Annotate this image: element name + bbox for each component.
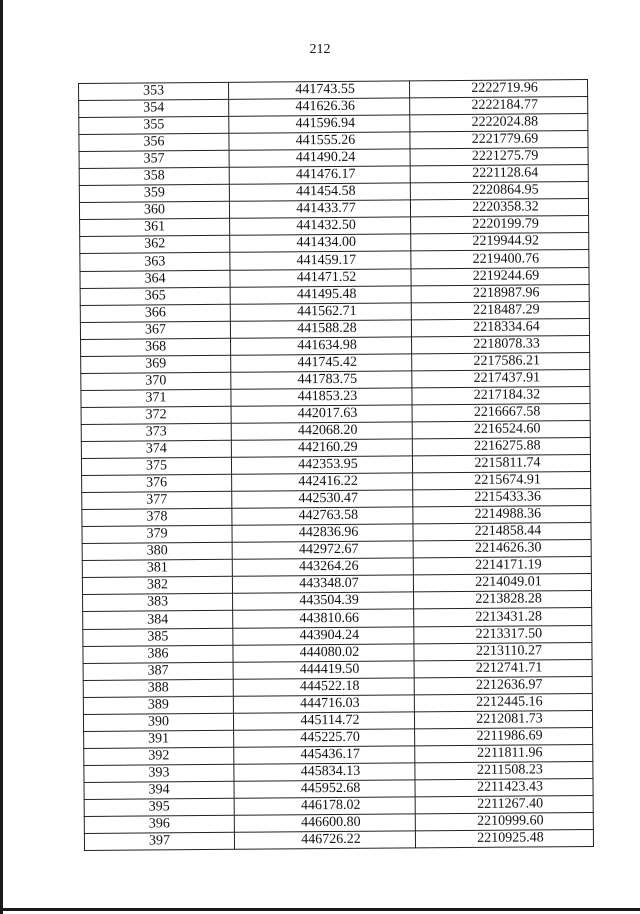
point-number-cell: 359 (79, 185, 229, 203)
x-coordinate-cell: 444419.50 (233, 660, 414, 678)
point-number-cell: 366 (80, 304, 230, 322)
x-coordinate-cell: 444522.18 (233, 678, 414, 696)
point-number-cell: 373 (81, 423, 231, 441)
x-coordinate-cell: 444716.03 (233, 695, 414, 713)
y-coordinate-cell: 2218078.33 (412, 335, 590, 353)
x-coordinate-cell: 441743.55 (228, 81, 409, 99)
y-coordinate-cell: 2222184.77 (410, 97, 588, 115)
point-number-cell: 386 (83, 645, 233, 663)
y-coordinate-cell: 2213431.28 (414, 608, 592, 626)
point-number-cell: 397 (84, 832, 234, 850)
point-number-cell: 393 (84, 764, 234, 782)
x-coordinate-cell: 441471.52 (230, 268, 411, 286)
point-number-cell: 379 (82, 526, 232, 544)
page-number: 212 (309, 42, 331, 57)
y-coordinate-cell: 2214626.30 (413, 540, 591, 558)
point-number-cell: 376 (82, 474, 232, 492)
y-coordinate-cell: 2218487.29 (411, 301, 589, 319)
y-coordinate-cell: 2216275.88 (412, 437, 590, 455)
point-number-cell: 367 (80, 321, 230, 339)
point-number-cell: 361 (80, 219, 230, 237)
point-number-cell: 365 (80, 287, 230, 305)
y-coordinate-cell: 2211423.43 (415, 778, 593, 796)
x-coordinate-cell: 443264.26 (232, 558, 413, 576)
y-coordinate-cell: 2213317.50 (414, 625, 592, 643)
point-number-cell: 383 (83, 594, 233, 612)
x-coordinate-cell: 445114.72 (233, 712, 414, 730)
y-coordinate-cell: 2214171.19 (413, 557, 591, 575)
y-coordinate-cell: 2217437.91 (412, 369, 590, 387)
point-number-cell: 371 (81, 389, 231, 407)
y-coordinate-cell: 2220864.95 (410, 182, 588, 200)
point-number-cell: 389 (83, 696, 233, 714)
y-coordinate-cell: 2212636.97 (414, 676, 592, 694)
point-number-cell: 378 (82, 508, 232, 526)
point-number-cell: 388 (83, 679, 233, 697)
point-number-cell: 372 (81, 406, 231, 424)
x-coordinate-cell: 446726.22 (234, 831, 415, 849)
x-coordinate-cell: 445225.70 (234, 729, 415, 747)
scan-edge-bottom (0, 908, 640, 911)
point-number-cell: 353 (79, 82, 229, 100)
point-number-cell: 384 (83, 611, 233, 629)
x-coordinate-cell: 444080.02 (233, 643, 414, 661)
y-coordinate-cell: 2210999.60 (415, 812, 593, 830)
coordinates-table-body (79, 79, 594, 850)
y-coordinate-cell: 2221275.79 (410, 148, 588, 166)
x-coordinate-cell: 441562.71 (230, 302, 411, 320)
x-coordinate-cell: 441432.50 (230, 217, 411, 235)
y-coordinate-cell: 2212741.71 (414, 659, 592, 677)
point-number-cell: 368 (81, 338, 231, 356)
point-number-cell: 390 (83, 713, 233, 731)
y-coordinate-cell: 2213828.28 (414, 591, 592, 609)
x-coordinate-cell: 442972.67 (232, 541, 413, 559)
point-number-cell: 394 (84, 781, 234, 799)
point-number-cell: 375 (81, 457, 231, 475)
point-number-cell: 391 (84, 730, 234, 748)
point-number-cell: 385 (83, 628, 233, 646)
x-coordinate-cell: 442530.47 (232, 490, 413, 508)
y-coordinate-cell: 2221779.69 (410, 131, 588, 149)
point-number-cell: 377 (82, 491, 232, 509)
point-number-cell: 358 (79, 168, 229, 186)
y-coordinate-cell: 2219400.76 (411, 250, 589, 268)
y-coordinate-cell: 2222719.96 (409, 79, 587, 97)
y-coordinate-cell: 2220199.79 (411, 216, 589, 234)
x-coordinate-cell: 442763.58 (232, 507, 413, 525)
x-coordinate-cell: 442068.20 (231, 422, 412, 440)
x-coordinate-cell: 443348.07 (232, 575, 413, 593)
coordinates-table (78, 79, 594, 851)
y-coordinate-cell: 2212081.73 (414, 710, 592, 728)
y-coordinate-cell: 2219244.69 (411, 267, 589, 285)
point-number-cell: 363 (80, 253, 230, 271)
x-coordinate-cell: 441495.48 (230, 285, 411, 303)
table-row (84, 830, 593, 851)
x-coordinate-cell: 441588.28 (230, 320, 411, 338)
x-coordinate-cell: 443504.39 (233, 592, 414, 610)
x-coordinate-cell: 446178.02 (234, 797, 415, 815)
x-coordinate-cell: 441596.94 (229, 115, 410, 133)
point-number-cell: 362 (80, 236, 230, 254)
x-coordinate-cell: 441490.24 (229, 149, 410, 167)
y-coordinate-cell: 2220358.32 (410, 199, 588, 217)
x-coordinate-cell: 443810.66 (233, 609, 414, 627)
point-number-cell: 360 (79, 202, 229, 220)
x-coordinate-cell: 441433.77 (229, 200, 410, 218)
x-coordinate-cell: 441555.26 (229, 132, 410, 150)
point-number-cell: 382 (82, 577, 232, 595)
y-coordinate-cell: 2214988.36 (413, 506, 591, 524)
point-number-cell: 354 (79, 99, 229, 117)
x-coordinate-cell: 443904.24 (233, 626, 414, 644)
x-coordinate-cell: 441853.23 (231, 388, 412, 406)
point-number-cell: 357 (79, 151, 229, 169)
point-number-cell: 392 (84, 747, 234, 765)
x-coordinate-cell: 445952.68 (234, 780, 415, 798)
x-coordinate-cell: 445436.17 (234, 746, 415, 764)
y-coordinate-cell: 2218334.64 (411, 318, 589, 336)
x-coordinate-cell: 442160.29 (231, 439, 412, 457)
x-coordinate-cell: 441626.36 (229, 98, 410, 116)
point-number-cell: 374 (81, 440, 231, 458)
x-coordinate-cell: 442353.95 (231, 456, 412, 474)
x-coordinate-cell: 446600.80 (234, 814, 415, 832)
x-coordinate-cell: 441454.58 (229, 183, 410, 201)
y-coordinate-cell: 2215674.91 (413, 472, 591, 490)
y-coordinate-cell: 2215433.36 (413, 489, 591, 507)
x-coordinate-cell: 442836.96 (232, 524, 413, 542)
y-coordinate-cell: 2215811.74 (412, 455, 590, 473)
scan-edge-left (0, 0, 3, 914)
point-number-cell: 356 (79, 133, 229, 151)
y-coordinate-cell: 2216667.58 (412, 403, 590, 421)
x-coordinate-cell: 442416.22 (232, 473, 413, 491)
y-coordinate-cell: 2212445.16 (414, 693, 592, 711)
y-coordinate-cell: 2211508.23 (415, 761, 593, 779)
y-coordinate-cell: 2216524.60 (412, 420, 590, 438)
y-coordinate-cell: 2210925.48 (415, 830, 593, 848)
point-number-cell: 380 (82, 543, 232, 561)
y-coordinate-cell: 2211811.96 (415, 744, 593, 762)
x-coordinate-cell: 441434.00 (230, 234, 411, 252)
x-coordinate-cell: 441634.98 (231, 337, 412, 355)
point-number-cell: 370 (81, 372, 231, 390)
y-coordinate-cell: 2211267.40 (415, 795, 593, 813)
point-number-cell: 369 (81, 355, 231, 373)
y-coordinate-cell: 2214049.01 (413, 574, 591, 592)
point-number-cell: 387 (83, 662, 233, 680)
y-coordinate-cell: 2211986.69 (415, 727, 593, 745)
point-number-cell: 396 (84, 815, 234, 833)
y-coordinate-cell: 2217586.21 (412, 352, 590, 370)
point-number-cell: 355 (79, 116, 229, 134)
x-coordinate-cell: 442017.63 (231, 405, 412, 423)
x-coordinate-cell: 445834.13 (234, 763, 415, 781)
y-coordinate-cell: 2221128.64 (410, 165, 588, 183)
point-number-cell: 364 (80, 270, 230, 288)
y-coordinate-cell: 2213110.27 (414, 642, 592, 660)
x-coordinate-cell: 441783.75 (231, 371, 412, 389)
y-coordinate-cell: 2214858.44 (413, 523, 591, 541)
y-coordinate-cell: 2217184.32 (412, 386, 590, 404)
y-coordinate-cell: 2222024.88 (410, 114, 588, 132)
y-coordinate-cell: 2218987.96 (411, 284, 589, 302)
x-coordinate-cell: 441476.17 (229, 166, 410, 184)
y-coordinate-cell: 2219944.92 (411, 233, 589, 251)
point-number-cell: 395 (84, 798, 234, 816)
x-coordinate-cell: 441745.42 (231, 354, 412, 372)
x-coordinate-cell: 441459.17 (230, 251, 411, 269)
point-number-cell: 381 (82, 560, 232, 578)
